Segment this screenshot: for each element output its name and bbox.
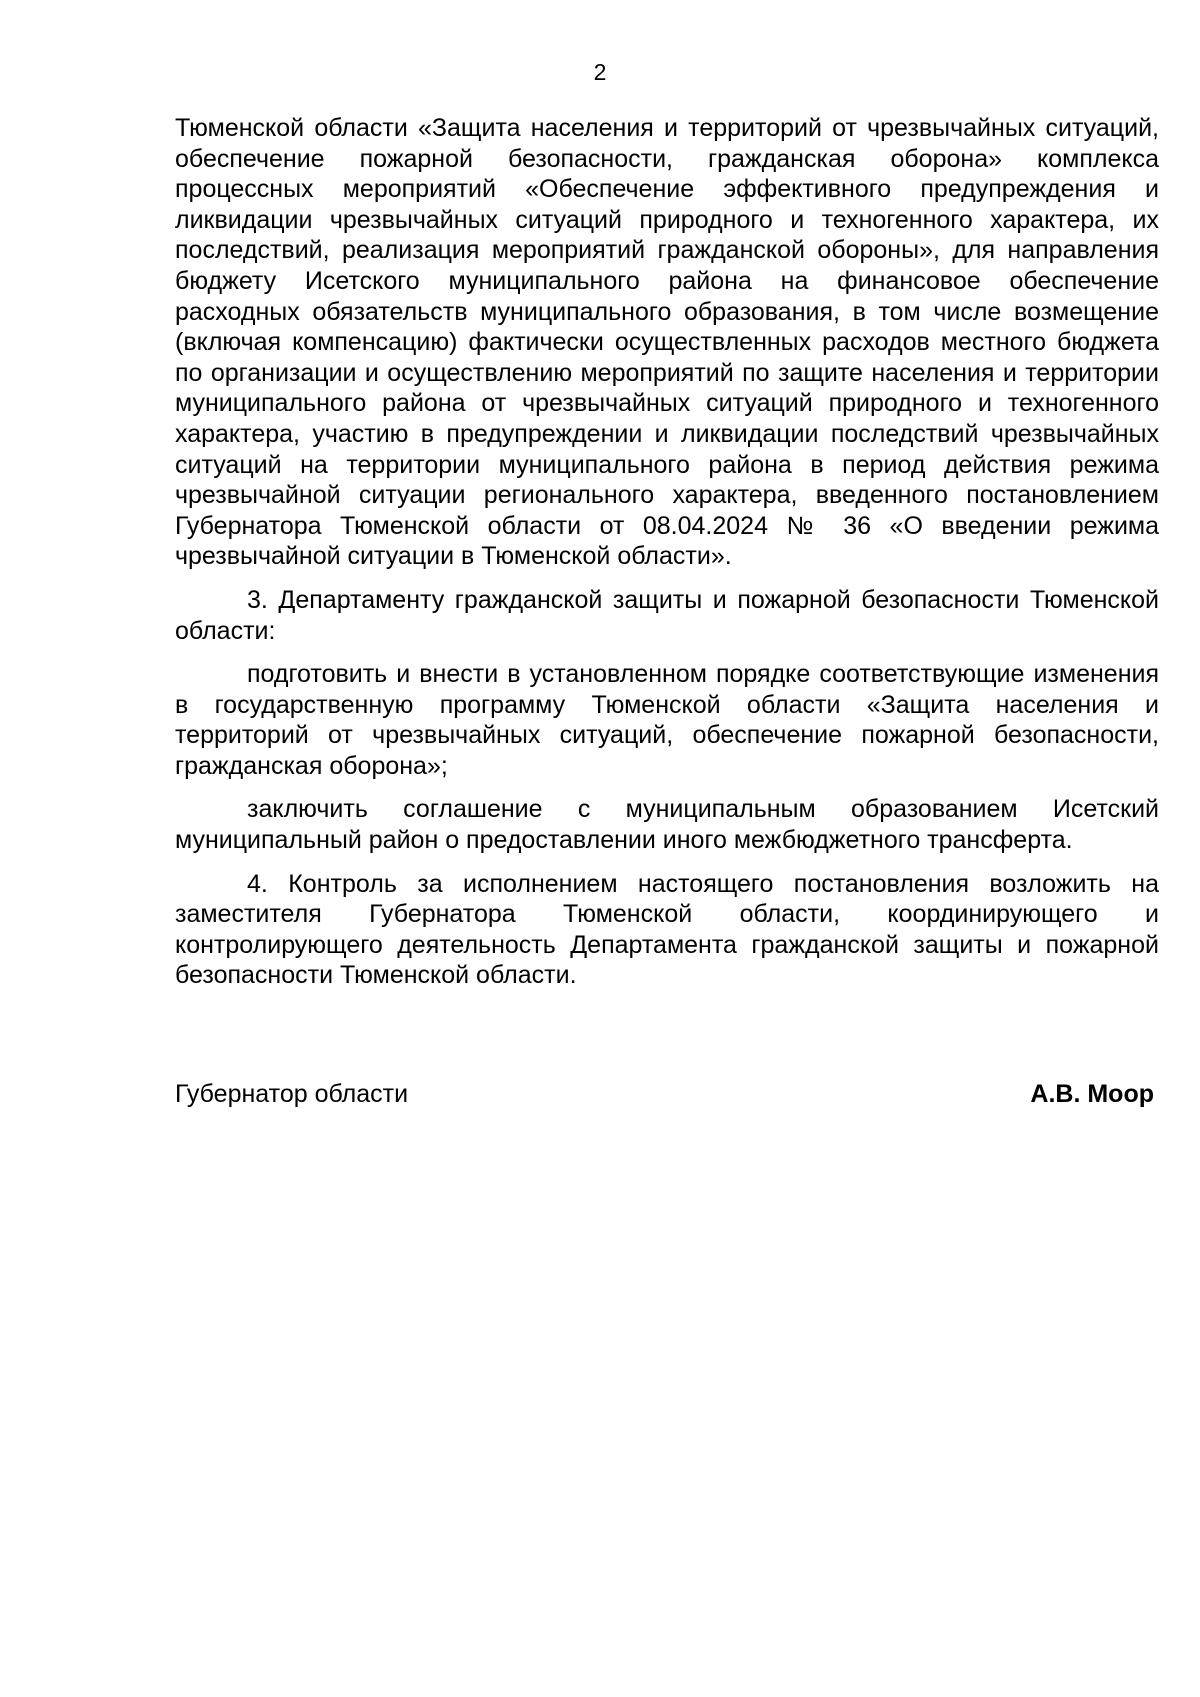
paragraph-item-4: 4. Контроль за исполнением настоящего постановления возложить на заместителя Губернатора Тюменской области, координирующего и контролирующего деятельность Департамента гражданской защиты и пожарной безопасности Тюменской области. <box>175 869 1159 990</box>
paragraph-item-3-subitem-prepare: подготовить и внести в установленном порядке соответствующие изменения в государственную программу Тюменской области «Защита населения и территорий от чрезвычайных ситуаций, обеспечение пожарной безопасности, гражданская оборона»; <box>175 660 1159 780</box>
paragraph-continuation: Тюменской области «Защита населения и территорий от чрезвычайных ситуаций, обеспечение пожарной безопасности, гражданская оборона» комплекса процессных мероприятий «Обеспечение эффективного предупреждения и ликвидации чрезвычайных ситуаций природного и техногенного характера, их последствий, реализация мероприятий гражданской обороны», для направления бюджету Исетского муниципального района на финансовое обеспечение расходных обязательств муниципального образования, в том числе возмещение (включая компенсацию) фактически осуществленных расходов местного бюджета по организации и осуществлению мероприятий по защите населения и территории муниципального района от чрезвычайных ситуаций природного и техногенного характера, участию в предупреждении и ликвидации последствий чрезвычайных ситуаций на территории муниципального района в период действия режима чрезвычайной ситуации регионального характера, введенного постановлением Губернатора Тюменской области от 08.04.2024 № 36 «О введении режима чрезвычайной ситуации в Тюменской области». <box>175 114 1159 571</box>
paragraph-item-3-subitem-agreement: заключить соглашение с муниципальным образованием Исетский муниципальный район о предоставлении иного межбюджетного трансферта. <box>175 795 1159 855</box>
signer-position: Губернатор области <box>175 1080 409 1108</box>
page-number: 2 <box>593 59 607 85</box>
document-body <box>175 113 1159 991</box>
paragraph-item-3: 3. Департаменту гражданской защиты и пожарной безопасности Тюменской области: <box>175 585 1159 645</box>
signature-block <box>175 1078 1154 1110</box>
signer-name: А.В. Моор <box>1030 1080 1154 1108</box>
